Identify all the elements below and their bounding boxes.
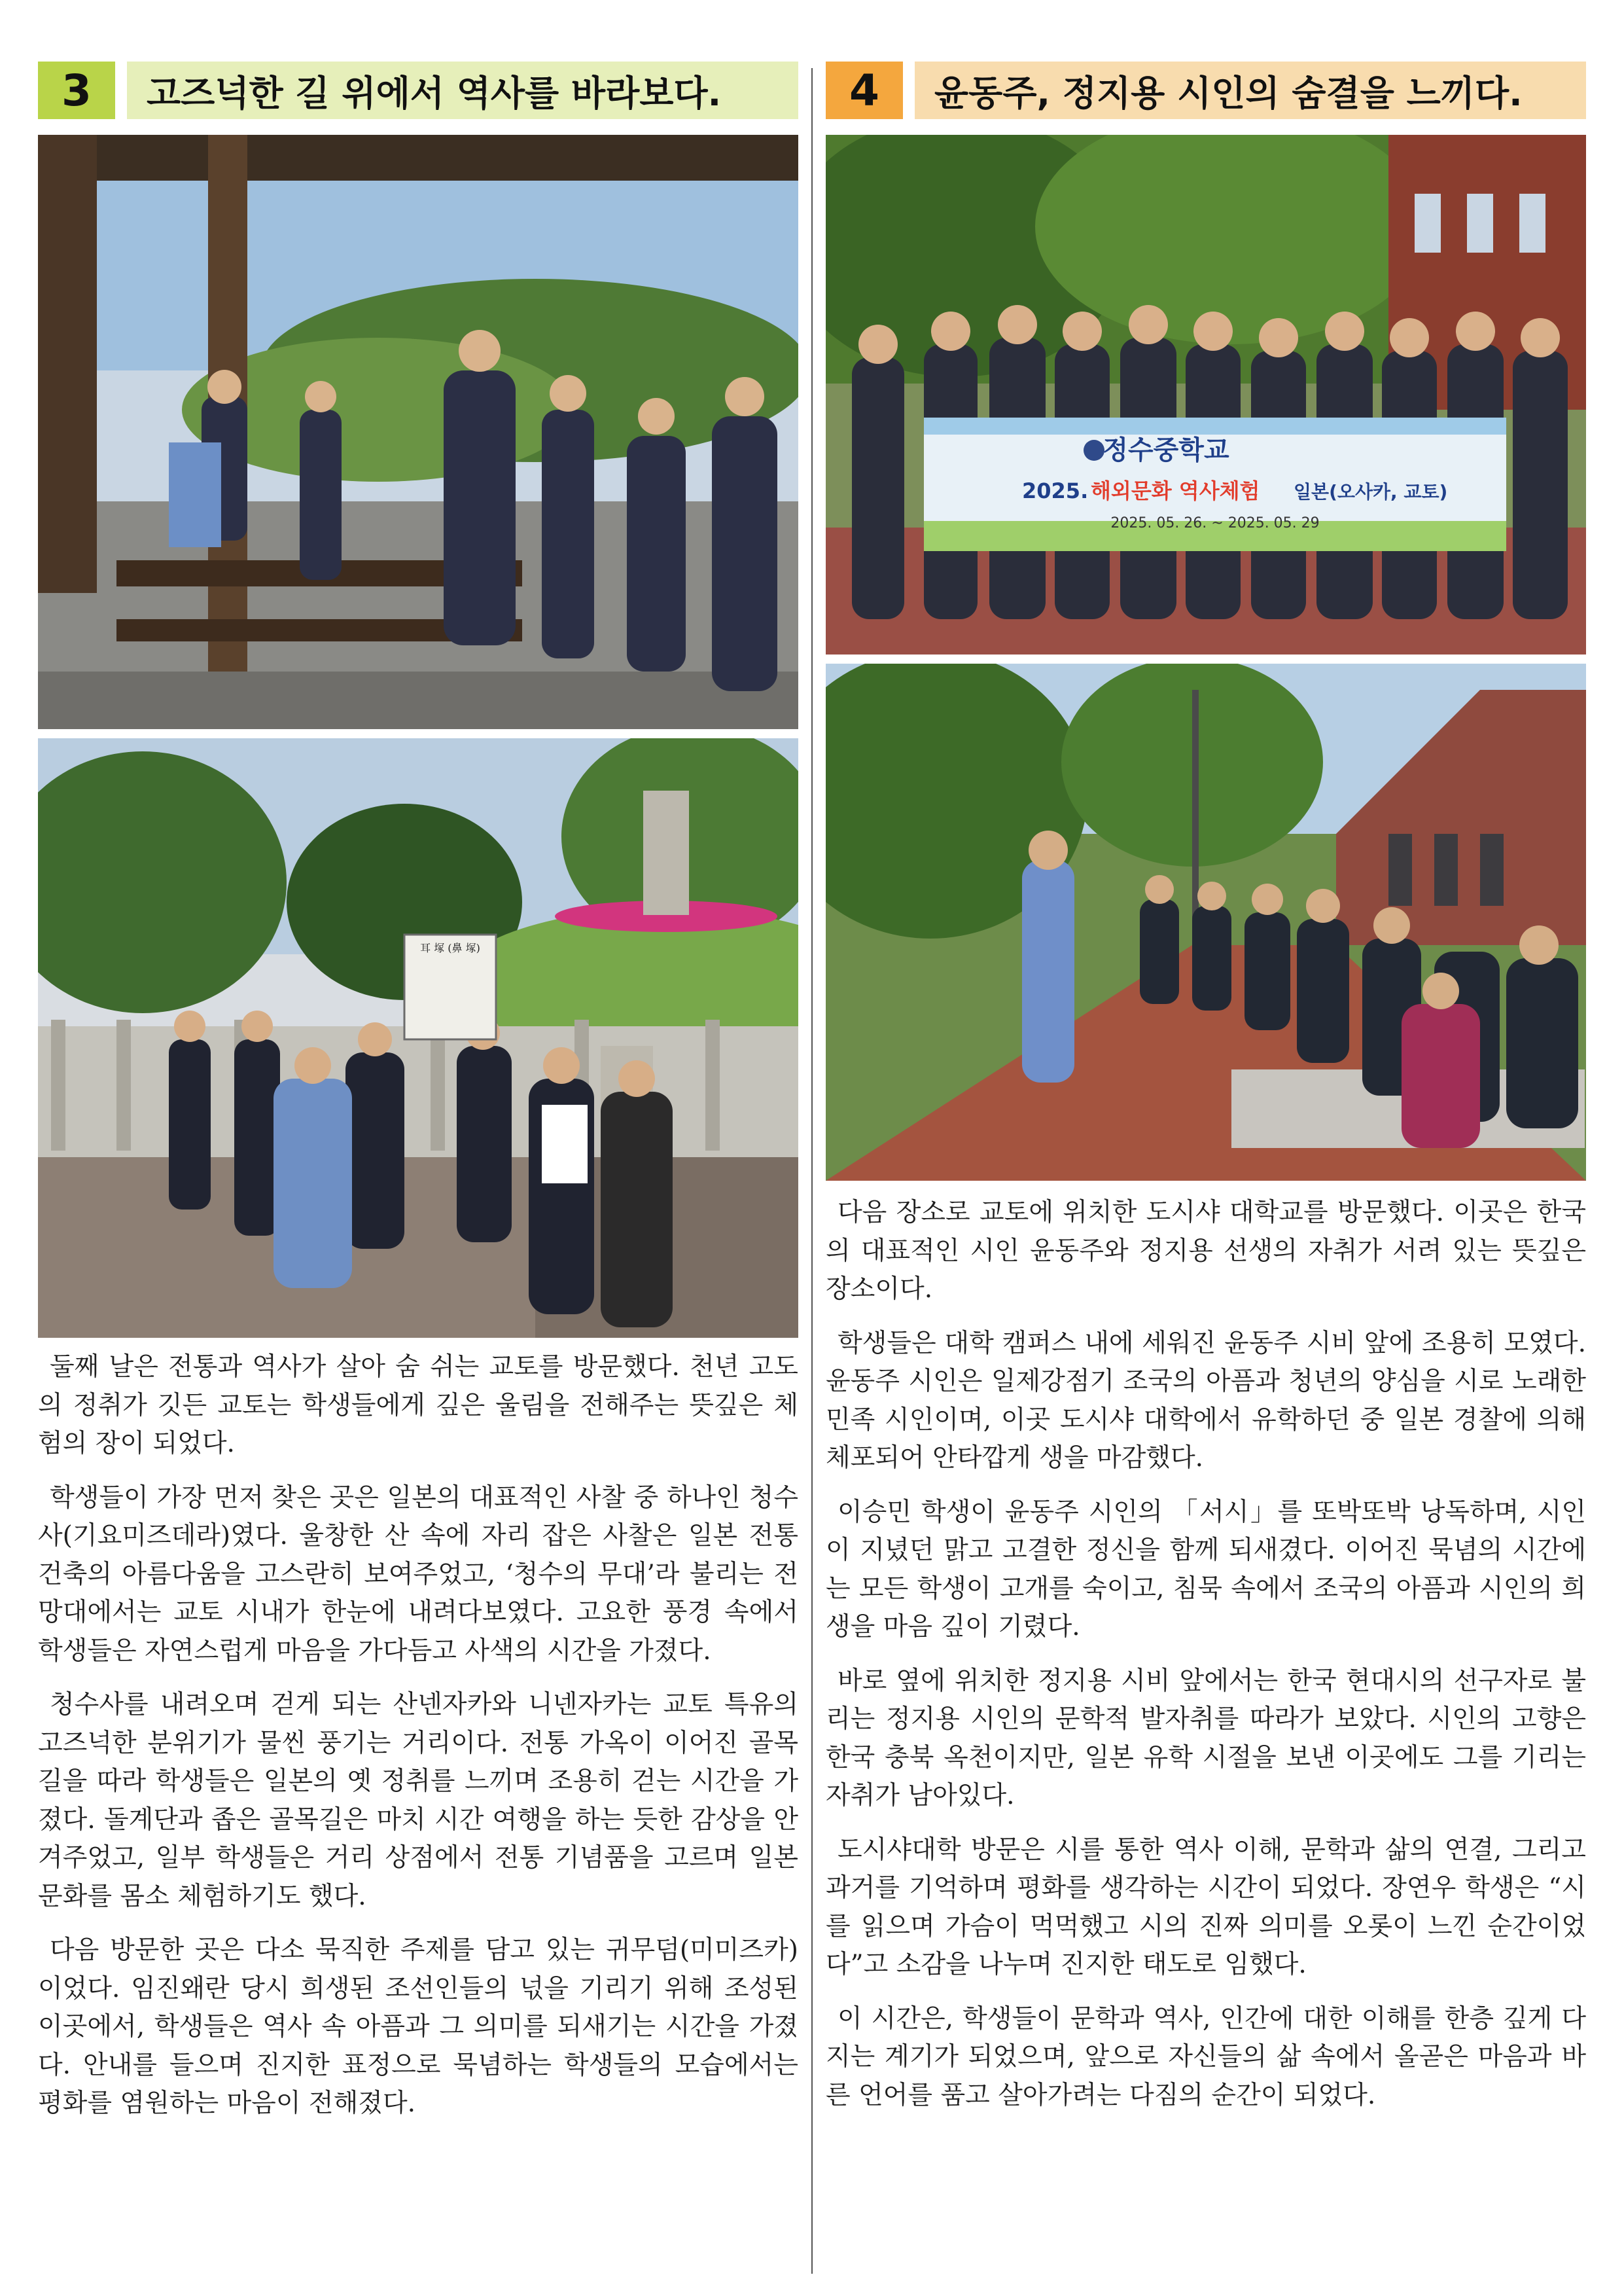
banner-school-name: 정수중학교 (1103, 435, 1229, 465)
section-4-paragraph: 이 시간은, 학생들이 문학과 역사, 인간에 대한 이해를 한층 깊게 다지는 계기가 되었으며, 앞으로 자신들의 삶 속에서 올곧은 마음과 바른 언어를 품고 살아가려는 다짐의 순간이 되었다. (826, 2003, 1586, 2110)
section-3-number: 3 (38, 62, 115, 119)
section-4-paragraph: 도시샤대학 방문은 시를 통한 역사 이해, 문학과 삶의 연결, 그리고 과거를 기억하며 평화를 생각하는 시간이 되었다. 장연우 학생은 “시를 읽으며 가슴이 먹먹했고 시의 진짜 의미를 오롯이 느낀 순간이었다”고 소감을 나누며 진지한 태도로 임했다. (826, 1835, 1586, 1979)
section-4-paragraph: 이승민 학생이 윤동주 시인의 「서시」를 또박또박 낭독하며, 시인이 지녔던 맑고 고결한 정신을 함께 되새겼다. 이어진 묵념의 시간에는 모든 학생이 고개를 숙이고, 침묵 속에서 조국의 아픔과 시인의 희생을 마음 깊이 기렸다. (826, 1497, 1586, 1641)
section-3-paragraph: 둘째 날은 전통과 역사가 살아 숨 쉬는 교토를 방문했다. 천년 고도의 정취가 깃든 교토는 학생들에게 깊은 울림을 전해주는 뜻깊은 체험의 장이 되었다. (38, 1352, 798, 1458)
section-4-header (826, 62, 1586, 119)
section-3-body (38, 1348, 798, 2139)
section-3-paragraph: 청수사를 내려오며 걷게 되는 산넨자카와 니넨자카는 교토 특유의 고즈넉한 분위기가 물씬 풍기는 거리이다. 전통 가옥이 이어진 골목길을 따라 학생들은 일본의 옛 정취를 느끼며 조용히 걷는 시간을 가졌다. 돌계단과 좁은 골목길은 마치 시간 여행을 하는 듯한 감상을 안겨주었고, 일부 학생들은 거리 상점에서 전통 기념품을 고르며 일본 문화를 몸소 체험하기도 했다. (38, 1690, 798, 1911)
mimizuka-photo (38, 738, 798, 1338)
banner-dates: 2025. 05. 26. ~ 2025. 05. 29 (1110, 515, 1320, 531)
section-4-paragraph: 바로 옆에 위치한 정지용 시비 앞에서는 한국 현대시의 선구자로 불리는 정지용 시인의 문학적 발자취를 따라가 보았다. 시인의 고향은 한국 충북 옥천이지만, 일본 유학 시절을 보낸 이곳에도 그를 기리는 자취가 남아있다. (826, 1666, 1586, 1810)
section-4-paragraph: 다음 장소로 교토에 위치한 도시샤 대학교를 방문했다. 이곳은 한국의 대표적인 시인 윤동주와 정지용 선생의 자취가 서려 있는 뜻깊은 장소이다. (826, 1198, 1586, 1304)
doshisha-campus-photo (826, 664, 1586, 1181)
banner-year: 2025. (1022, 478, 1089, 503)
section-4-body (826, 1194, 1586, 2130)
section-4-paragraph: 학생들은 대학 캠퍼스 내에 세워진 윤동주 시비 앞에 조용히 모였다. 윤동주 시인은 일제강점기 조국의 아픔과 청년의 양심을 시로 노래한 민족 시인이며, 이곳 도시샤 대학에서 유학하던 중 일본 경찰에 의해 체포되어 안타깝게 생을 마감했다. (826, 1328, 1586, 1473)
section-3-title: 고즈넉한 길 위에서 역사를 바라보다. (127, 62, 798, 119)
kiyomizu-temple-photo (38, 135, 798, 729)
mimizuka-sign-text: 耳 塚 (鼻 塚) (420, 942, 480, 954)
column-divider (811, 68, 813, 2274)
banner-program: 해외문화 역사체험 (1091, 478, 1260, 503)
section-4-number: 4 (826, 62, 903, 119)
section-3-paragraph: 다음 방문한 곳은 다소 묵직한 주제를 담고 있는 귀무덤(미미즈카)이었다. 임진왜란 당시 희생된 조선인들의 넋을 기리기 위해 조성된 이곳에서, 학생들은 역사 속 아픔과 그 의미를 되새기는 시간을 가졌다. 안내를 들으며 진지한 표정으로 묵념하는 학생들의 모습에서는 평화를 염원하는 마음이 전해졌다. (38, 1935, 798, 2118)
section-3-header (38, 62, 798, 119)
section-3-paragraph: 학생들이 가장 먼저 찾은 곳은 일본의 대표적인 사찰 중 하나인 청수사(기요미즈데라)였다. 울창한 산 속에 자리 잡은 사찰은 일본 전통 건축의 아름다움을 고스란히 보여주었고, ‘청수의 무대’라 불리는 전망대에서는 교토 시내가 한눈에 내려다보였다. 고요한 풍경 속에서 학생들은 자연스럽게 마음을 가다듬고 사색의 시간을 가졌다. (38, 1482, 798, 1666)
section-4-title: 윤동주, 정지용 시인의 숨결을 느끼다. (915, 62, 1586, 119)
group-banner-photo (826, 135, 1586, 655)
banner-location: 일본(오사카, 교토) (1294, 481, 1448, 503)
